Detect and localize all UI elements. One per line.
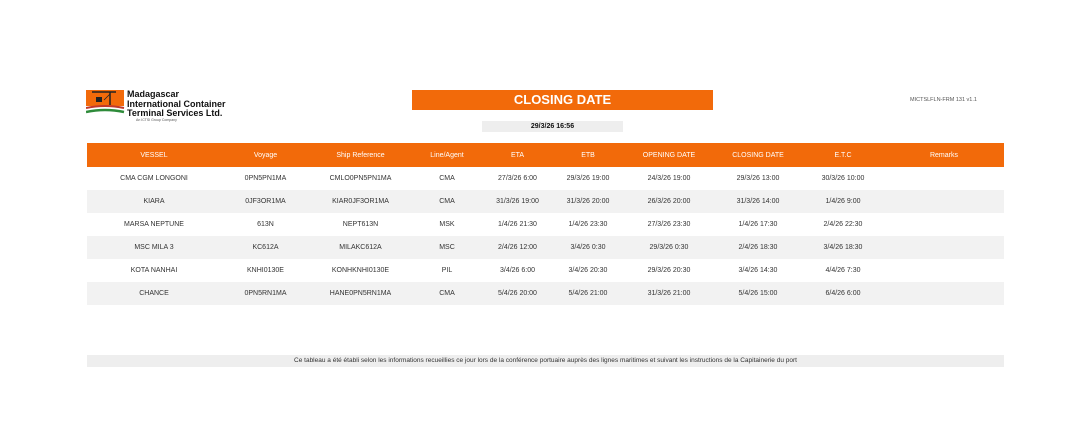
logo-tagline: An ICTSI Group Company: [136, 118, 177, 122]
cell-eta: 5/4/26 20:00: [498, 290, 537, 297]
cell-voyage: KC612A: [252, 244, 279, 251]
table-row: [87, 236, 1004, 259]
cell-remarks: [884, 190, 1004, 213]
header-eta: ETA: [510, 151, 525, 159]
cell-eta: 3/4/26 6:00: [499, 267, 536, 274]
closing-date-table: [87, 143, 1004, 305]
cell-voyage: 0PN5PN1MA: [244, 175, 287, 182]
cell-etc: 1/4/26 9:00: [825, 198, 861, 205]
cell-line-agent: MSK: [439, 221, 455, 228]
cell-line-agent: MSC: [439, 244, 455, 251]
cell-ship-reference: MILAKC612A: [339, 244, 382, 251]
footer-note: Ce tableau a été établi selon les informations recueillies ce jour lors de la conférence portuaire auprès des lignes maritimes et suivant les instructions de la Capitainerie du port: [87, 355, 1004, 367]
cell-line-agent: PIL: [441, 267, 453, 274]
cell-ship-reference: HANE0PN5RN1MA: [329, 290, 392, 297]
cell-eta: 1/4/26 21:30: [498, 221, 537, 228]
table-row: [87, 282, 1004, 305]
cell-vessel: KIARA: [143, 198, 165, 205]
cell-etc: 2/4/26 22:30: [823, 221, 863, 228]
cell-voyage: 0JF3OR1MA: [245, 198, 286, 205]
cell-opening-date: 26/3/26 20:00: [647, 198, 691, 205]
cell-etb: 29/3/26 19:00: [566, 175, 610, 182]
cell-opening-date: 24/3/26 19:00: [647, 175, 691, 182]
header-closing-date: CLOSING DATE: [732, 151, 784, 159]
cell-line-agent: CMA: [439, 198, 455, 205]
cell-etb: 31/3/26 20:00: [566, 198, 610, 205]
cell-ship-reference: CMLO0PN5PN1MA: [329, 175, 392, 182]
table-row: [87, 213, 1004, 236]
header-opening-date: OPENING DATE: [642, 151, 696, 159]
cell-opening-date: 29/3/26 20:30: [647, 267, 691, 274]
cell-eta: 31/3/26 19:00: [496, 198, 539, 205]
cell-etb: 3/4/26 20:30: [568, 267, 608, 274]
cell-closing-date: 5/4/26 15:00: [738, 290, 778, 297]
cell-remarks: [884, 236, 1004, 259]
header-etb: ETB: [581, 151, 595, 159]
cell-closing-date: 3/4/26 14:30: [738, 267, 778, 274]
cell-line-agent: CMA: [439, 175, 455, 182]
table-row: [87, 190, 1004, 213]
cell-etb: 1/4/26 23:30: [568, 221, 608, 228]
cell-etb: 5/4/26 21:00: [568, 290, 608, 297]
cell-vessel: MSC MILA 3: [134, 244, 174, 251]
cell-remarks: [884, 213, 1004, 236]
crane-logo-icon: [86, 90, 126, 118]
header-ship-reference: Ship Reference: [336, 151, 385, 159]
cell-ship-reference: KIAR0JF3OR1MA: [332, 198, 389, 205]
table-header-row: [87, 143, 1004, 167]
cell-etc: 30/3/26 10:00: [821, 175, 865, 182]
cell-etb: 3/4/26 0:30: [570, 244, 606, 251]
report-date: 29/3/26 16:56: [482, 121, 623, 132]
cell-closing-date: 31/3/26 14:00: [736, 198, 780, 205]
cell-etc: 6/4/26 6:00: [825, 290, 861, 297]
cell-line-agent: CMA: [439, 290, 455, 297]
header-remarks: Remarks: [929, 151, 958, 159]
cell-ship-reference: KONHKNHI0130E: [331, 267, 390, 274]
cell-closing-date: 2/4/26 18:30: [738, 244, 778, 251]
cell-etc: 4/4/26 7:30: [825, 267, 861, 274]
header-line-agent: Line/Agent: [430, 151, 464, 159]
cell-remarks: [884, 259, 1004, 282]
cell-vessel: MARSA NEPTUNE: [124, 221, 184, 228]
cell-vessel: KOTA NANHAI: [130, 267, 178, 274]
cell-eta: 2/4/26 12:00: [498, 244, 537, 251]
cell-eta: 27/3/26 6:00: [498, 175, 537, 182]
cell-remarks: [884, 282, 1004, 305]
cell-closing-date: 29/3/26 13:00: [736, 175, 780, 182]
cell-vessel: CHANCE: [139, 290, 169, 297]
form-code: MICTSLFLN-FRM 131 v1.1: [910, 97, 977, 103]
header-vessel: VESSEL: [140, 151, 168, 159]
table-row: [87, 167, 1004, 190]
cell-voyage: 0PN5RN1MA: [244, 290, 287, 297]
cell-ship-reference: NEPT613N: [342, 221, 379, 228]
cell-opening-date: 31/3/26 21:00: [647, 290, 691, 297]
page-title: CLOSING DATE: [412, 90, 713, 110]
cell-voyage: KNHI0130E: [247, 267, 284, 274]
header-etc: E.T.C: [834, 151, 852, 159]
cell-closing-date: 1/4/26 17:30: [738, 221, 778, 228]
cell-voyage: 613N: [257, 221, 274, 228]
cell-remarks: [884, 167, 1004, 190]
cell-etc: 3/4/26 18:30: [823, 244, 863, 251]
table-row: [87, 259, 1004, 282]
cell-vessel: CMA CGM LONGONI: [120, 175, 188, 182]
logo-text: Madagascar International Container Terminal Services Ltd.: [127, 89, 226, 118]
header-voyage: Voyage: [253, 151, 278, 159]
cell-opening-date: 27/3/26 23:30: [647, 221, 691, 228]
cell-opening-date: 29/3/26 0:30: [649, 244, 689, 251]
company-logo: [86, 90, 246, 124]
